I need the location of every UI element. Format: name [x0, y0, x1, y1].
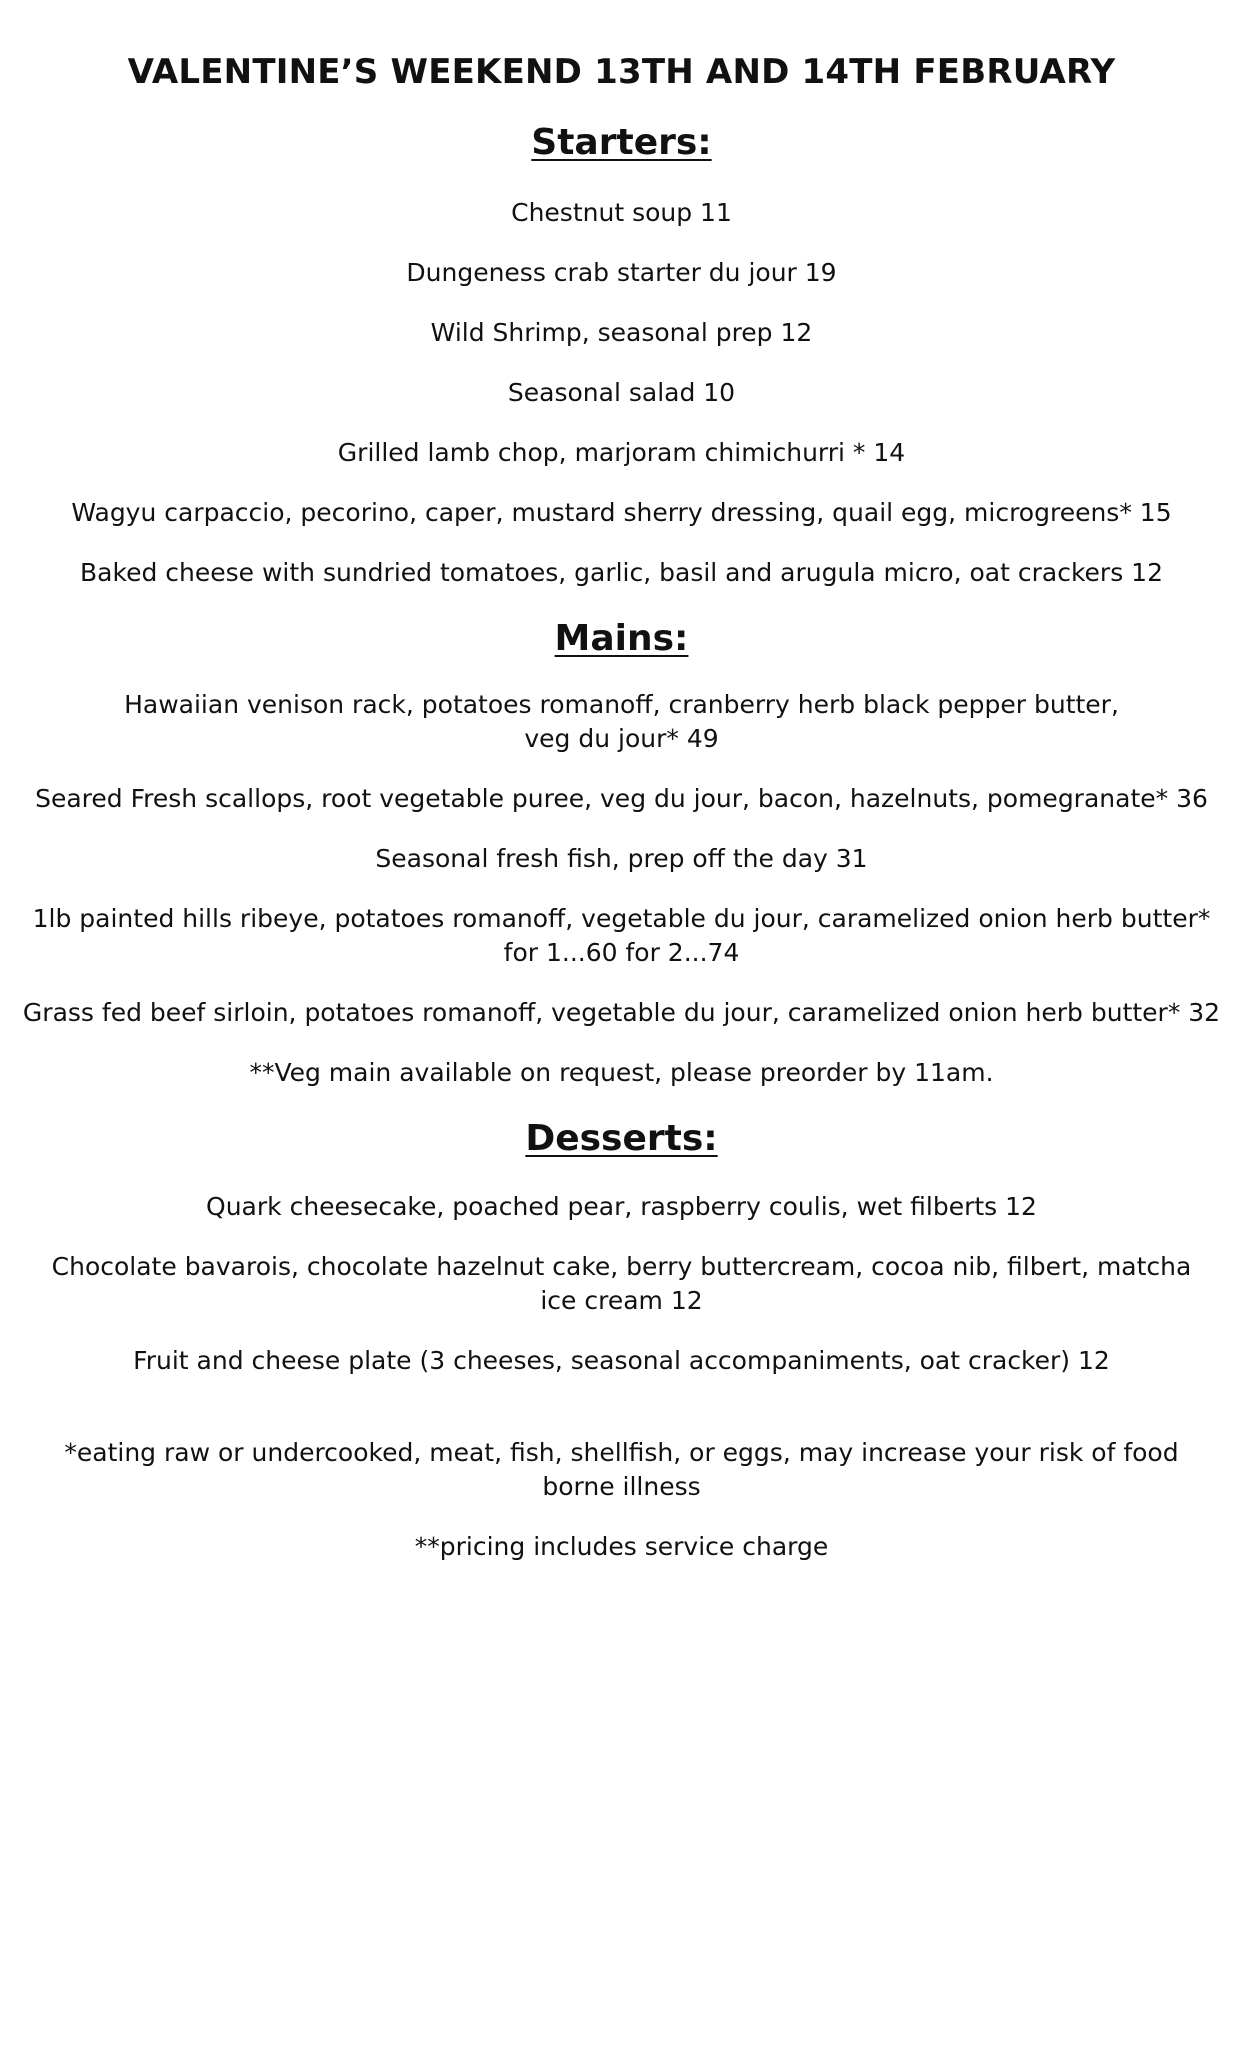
- dessert-item: Fruit and cheese plate (3 cheeses, seasonal accompaniments, oat cracker) 12: [133, 1346, 1110, 1375]
- main-item: Seasonal fresh fish, prep off the day 31: [375, 844, 868, 873]
- starter-item: Wild Shrimp, seasonal prep 12: [430, 318, 813, 347]
- starters-heading: Starters:: [531, 122, 712, 163]
- service-charge-note: **pricing includes service charge: [414, 1532, 829, 1561]
- starter-item: Baked cheese with sundried tomatoes, garlic, basil and arugula micro, oat crackers 12: [80, 558, 1163, 587]
- veg-main-note: **Veg main available on request, please preorder by 11am.: [249, 1058, 994, 1087]
- dessert-item: Quark cheesecake, poached pear, raspberry coulis, wet filberts 12: [206, 1192, 1037, 1221]
- main-item: Grass fed beef sirloin, potatoes romanoff, vegetable du jour, caramelized onion herb butter* 32: [22, 998, 1221, 1027]
- starter-item: Chestnut soup 11: [511, 198, 732, 227]
- main-item: Seared Fresh scallops, root vegetable puree, veg du jour, bacon, hazelnuts, pomegranate* 36: [35, 784, 1208, 813]
- main-item: Hawaiian venison rack, potatoes romanoff, cranberry herb black pepper butter, veg du jour* 49: [124, 690, 1119, 753]
- menu-title: VALENTINE’S WEEKEND 13TH AND 14TH FEBRUARY: [127, 52, 1116, 92]
- starter-item: Wagyu carpaccio, pecorino, caper, mustard sherry dressing, quail egg, microgreens* 15: [71, 498, 1172, 527]
- main-item: 1lb painted hills ribeye, potatoes romanoff, vegetable du jour, caramelized onion herb butter* for 1...60 for 2...74: [32, 904, 1211, 967]
- mains-heading: Mains:: [554, 618, 689, 659]
- desserts-heading: Desserts:: [525, 1118, 718, 1159]
- starter-item: Dungeness crab starter du jour 19: [406, 258, 837, 287]
- starter-item: Seasonal salad 10: [507, 378, 736, 407]
- raw-food-warning: *eating raw or undercooked, meat, fish, shellfish, or eggs, may increase your risk of food borne illness: [64, 1438, 1179, 1501]
- dessert-item: Chocolate bavarois, chocolate hazelnut cake, berry buttercream, cocoa nib, filbert, matcha ice cream 12: [51, 1252, 1192, 1315]
- starter-item: Grilled lamb chop, marjoram chimichurri * 14: [337, 438, 906, 467]
